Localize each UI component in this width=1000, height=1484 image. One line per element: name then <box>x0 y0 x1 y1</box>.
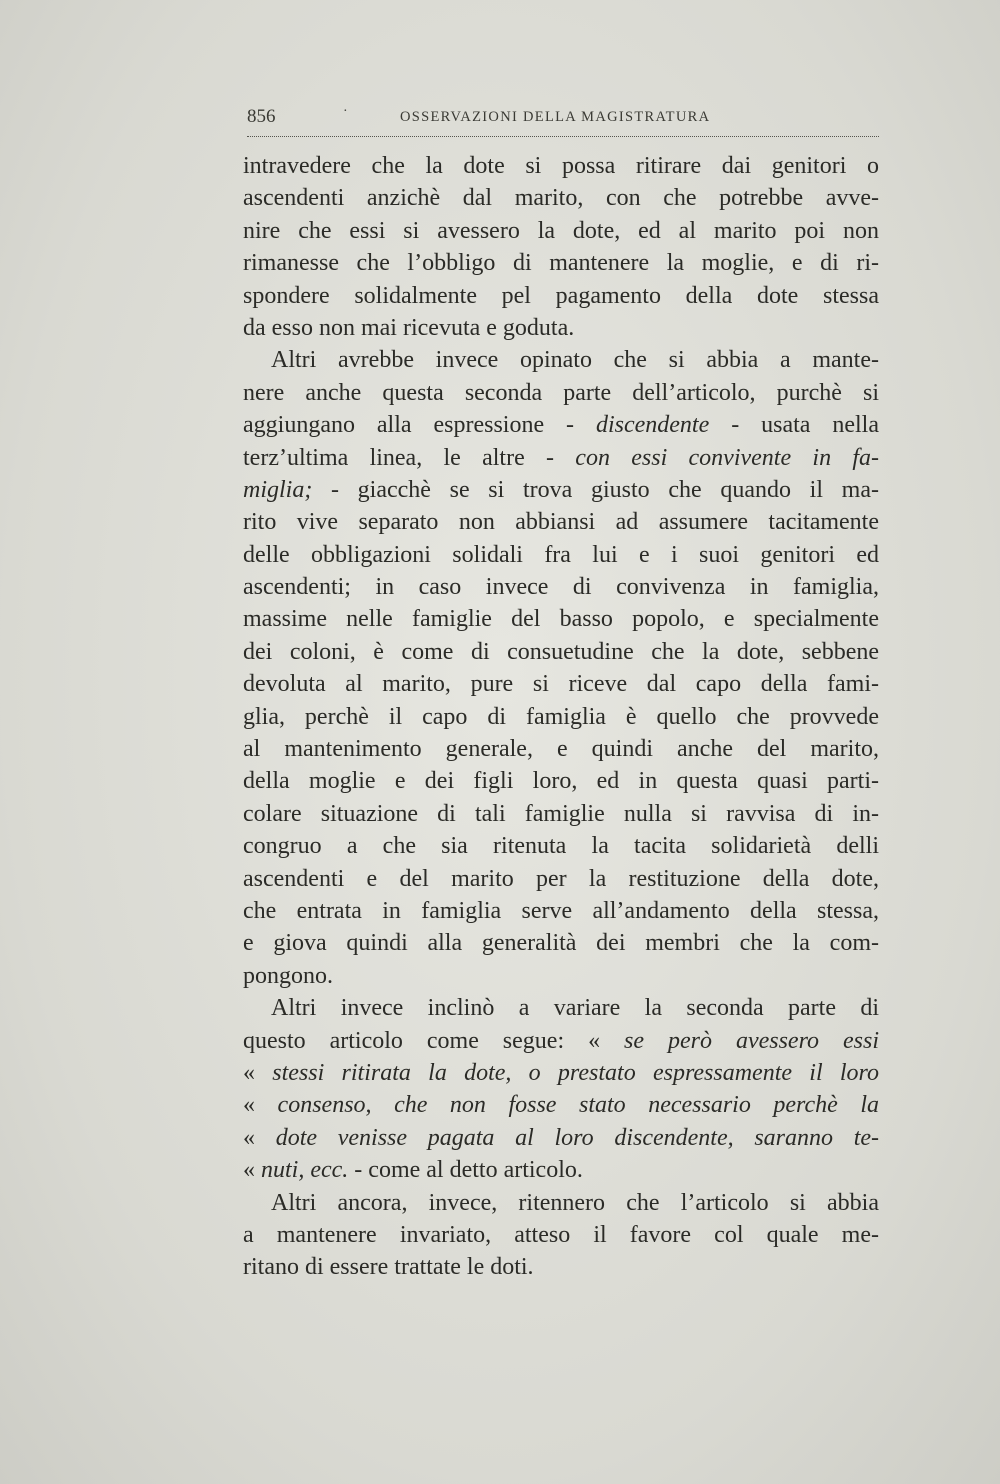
text-line <box>243 636 879 668</box>
text-line <box>243 280 879 312</box>
text-line <box>243 247 879 279</box>
header-rule <box>247 136 879 137</box>
text-run: - usata nella <box>709 412 879 439</box>
paragraph <box>243 150 879 344</box>
text-line <box>243 344 879 376</box>
text-line <box>243 539 879 571</box>
text-run: Altri ancora, invece, ritennero che l’articolo si abbia <box>271 1189 879 1216</box>
running-title: OSSERVAZIONI DELLA MAGISTRATURA <box>400 109 711 125</box>
body-text <box>243 150 879 1284</box>
text-line <box>243 765 879 797</box>
text-run: ascendenti anzichè dal marito, con che potrebbe avve- <box>243 185 879 212</box>
text-run: ascendenti e del marito per la restituzione della dote, <box>243 865 879 892</box>
text-run: ascendenti; in caso invece di convivenza in famiglia, <box>243 574 879 601</box>
text-line <box>243 474 879 506</box>
italic-text: miglia; <box>243 476 313 503</box>
text-run: aggiungano alla espressione - <box>243 412 596 439</box>
text-run: congruo a che sia ritenuta la tacita solidarietà delli <box>243 833 879 860</box>
text-run: a mantenere invariato, atteso il favore col quale me- <box>243 1221 879 1248</box>
text-run: nere anche questa seconda parte dell’articolo, purchè si <box>243 379 879 406</box>
text-run: devoluta al marito, pure si riceve dal capo della fami- <box>243 671 879 698</box>
header-separator: · <box>343 104 348 119</box>
text-run: al mantenimento generale, e quindi anche del marito, <box>243 736 879 763</box>
text-line <box>243 960 879 992</box>
paragraph <box>243 344 879 992</box>
italic-text: discendente <box>595 412 710 439</box>
text-run: « <box>243 1059 273 1086</box>
italic-text: se però avessero essi <box>624 1027 879 1054</box>
text-run: intravedere che la dote si possa ritirare dai genitori o <box>243 153 879 179</box>
text-line <box>243 668 879 700</box>
text-line <box>243 830 879 862</box>
text-run: rimanesse che l’obbligo di mantenere la moglie, e di ri- <box>243 250 879 277</box>
text-run: colare situazione di tali famiglie nulla si ravvisa di in- <box>243 800 879 827</box>
text-run: da esso non mai ricevuta e goduta. <box>243 314 575 341</box>
text-run: Altri avrebbe invece opinato che si abbia a mante- <box>271 347 879 374</box>
text-run: nire che essi si avessero la dote, ed al marito poi non <box>243 217 879 244</box>
text-line <box>243 863 879 895</box>
text-line <box>243 215 879 247</box>
text-line <box>243 992 879 1024</box>
italic-text: dote venisse pagata al loro discendente, saranno te- <box>275 1124 879 1151</box>
text-run: « <box>243 1157 261 1184</box>
text-line <box>243 927 879 959</box>
text-run: « <box>243 1124 276 1151</box>
text-run: terz’ultima linea, le altre - <box>243 444 576 471</box>
text-run: massime nelle famiglie del basso popolo, e specialmente <box>243 606 879 633</box>
text-run: - giacchè se si trova giusto che quando il ma- <box>312 476 879 503</box>
text-line <box>243 409 879 441</box>
text-line <box>243 182 879 214</box>
text-run: dei coloni, è come di consuetudine che la dote, sebbene <box>243 638 879 665</box>
text-line <box>243 150 879 182</box>
paragraph <box>243 992 879 1186</box>
text-line <box>243 1089 879 1121</box>
text-line <box>243 798 879 830</box>
text-line <box>243 1219 879 1251</box>
text-line <box>243 571 879 603</box>
text-run: ritano di essere trattate le doti. <box>243 1254 534 1281</box>
text-line <box>243 1187 879 1219</box>
page-number: 856 <box>247 106 276 127</box>
text-run: rito vive separato non abbiansi ad assumere tacitamente <box>243 509 879 536</box>
italic-text: stessi ritirata la dote, o prestato espressamente il loro <box>272 1059 879 1086</box>
text-run: « <box>243 1092 278 1119</box>
text-line <box>243 506 879 538</box>
text-line <box>243 312 879 344</box>
text-line <box>243 603 879 635</box>
text-line <box>243 733 879 765</box>
text-run: Altri invece inclinò a variare la seconda parte di <box>271 995 879 1022</box>
text-line <box>243 1025 879 1057</box>
text-line <box>243 1154 879 1186</box>
text-line <box>243 1057 879 1089</box>
text-line <box>243 895 879 927</box>
text-run: pongono. <box>243 962 333 989</box>
text-run: delle obbligazioni solidali fra lui e i suoi genitori ed <box>243 541 879 568</box>
text-run: questo articolo come segue: « <box>243 1027 625 1054</box>
italic-text: consenso, che non fosse stato necessario perchè la <box>277 1092 879 1119</box>
text-run: della moglie e dei figli loro, ed in questa quasi parti- <box>243 768 879 795</box>
text-run: che entrata in famiglia serve all’andamento della stessa, <box>243 897 879 924</box>
text-run: glia, perchè il capo di famiglia è quello che provvede <box>243 703 879 730</box>
text-line <box>243 442 879 474</box>
text-run: spondere solidalmente pel pagamento della dote stessa <box>243 282 879 309</box>
page-header <box>247 106 879 134</box>
text-line <box>243 1122 879 1154</box>
text-line <box>243 701 879 733</box>
italic-text: nuti, ecc. <box>261 1157 349 1184</box>
text-line <box>243 377 879 409</box>
text-run: - come al detto articolo. <box>348 1157 583 1184</box>
paragraph <box>243 1187 879 1284</box>
text-line <box>243 1251 879 1283</box>
text-run: e giova quindi alla generalità dei membri che la com- <box>243 930 879 957</box>
italic-text: con essi convivente in fa- <box>575 444 879 471</box>
